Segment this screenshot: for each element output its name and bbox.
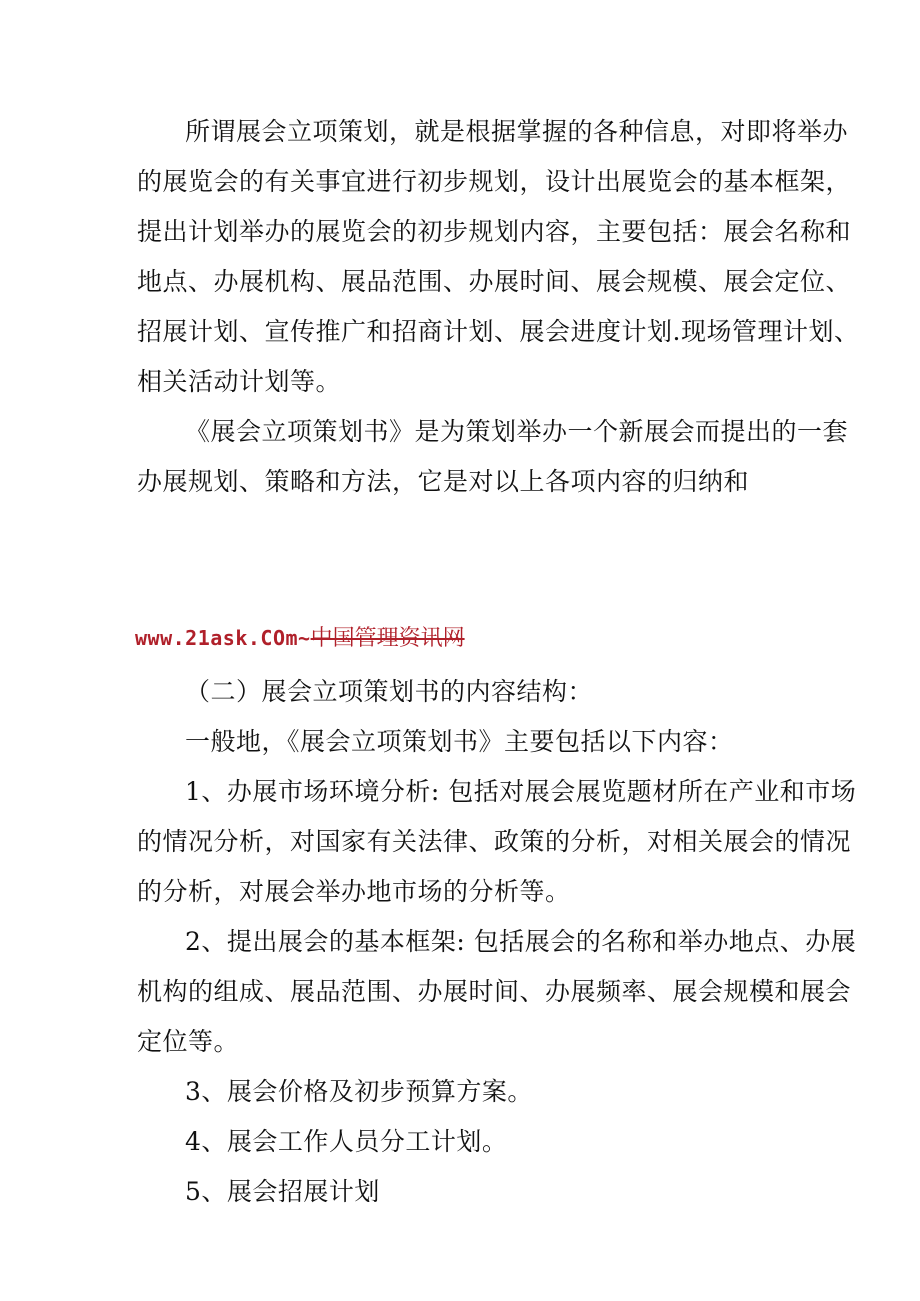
paragraph-1-line-6: 相关活动计划等。 [137, 367, 342, 396]
item-3: 3、展会价格及初步预算方案。 [185, 1077, 533, 1106]
item-1-line-1: 1、办展市场环境分析: 包括对展会展览题材所在产业和市场 [185, 777, 857, 806]
paragraph-1-line-1: 所谓展会立项策划，就是根据掌握的各种信息，对即将举办 [185, 117, 849, 146]
paragraph-1-line-2: 的展览会的有关事宜进行初步规划，设计出展览会的基本框架， [137, 167, 852, 196]
item-5: 5、展会招展计划 [185, 1177, 380, 1206]
watermark-url: www.21ask.COm~ [135, 626, 311, 650]
item-1-line-2: 的情况分析，对国家有关法律、政策的分析，对相关展会的情况 [137, 827, 852, 856]
paragraph-1-line-5: 招展计划、宣传推广和招商计划、展会进度计划.现场管理计划、 [137, 317, 860, 346]
site-watermark [135, 624, 465, 653]
watermark-site-name: 中国管理资讯网 [310, 626, 465, 651]
section-heading: （二）展会立项策划书的内容结构： [185, 677, 594, 706]
item-2-line-3: 定位等。 [137, 1027, 240, 1056]
item-2-line-1: 2、提出展会的基本框架: 包括展会的名称和举办地点、办展 [185, 927, 857, 956]
item-1-line-3: 的分析，对展会举办地市场的分析等。 [137, 877, 571, 906]
paragraph-2-line-1: 《展会立项策划书》是为策划举办一个新展会而提出的一套 [185, 417, 849, 446]
paragraph-1-line-3: 提出计划举办的展览会的初步规划内容，主要包括：展会名称和 [137, 217, 852, 246]
paragraph-1-line-4: 地点、办展机构、展品范围、办展时间、展会规模、展会定位、 [137, 267, 852, 296]
item-2-line-2: 机构的组成、展品范围、办展时间、办展频率、展会规模和展会 [137, 977, 852, 1006]
paragraph-2-line-2: 办展规划、策略和方法，它是对以上各项内容的归纳和 [137, 467, 750, 496]
intro-line: 一般地，《展会立项策划书》主要包括以下内容： [185, 727, 734, 756]
item-4: 4、展会工作人员分工计划。 [185, 1127, 508, 1156]
